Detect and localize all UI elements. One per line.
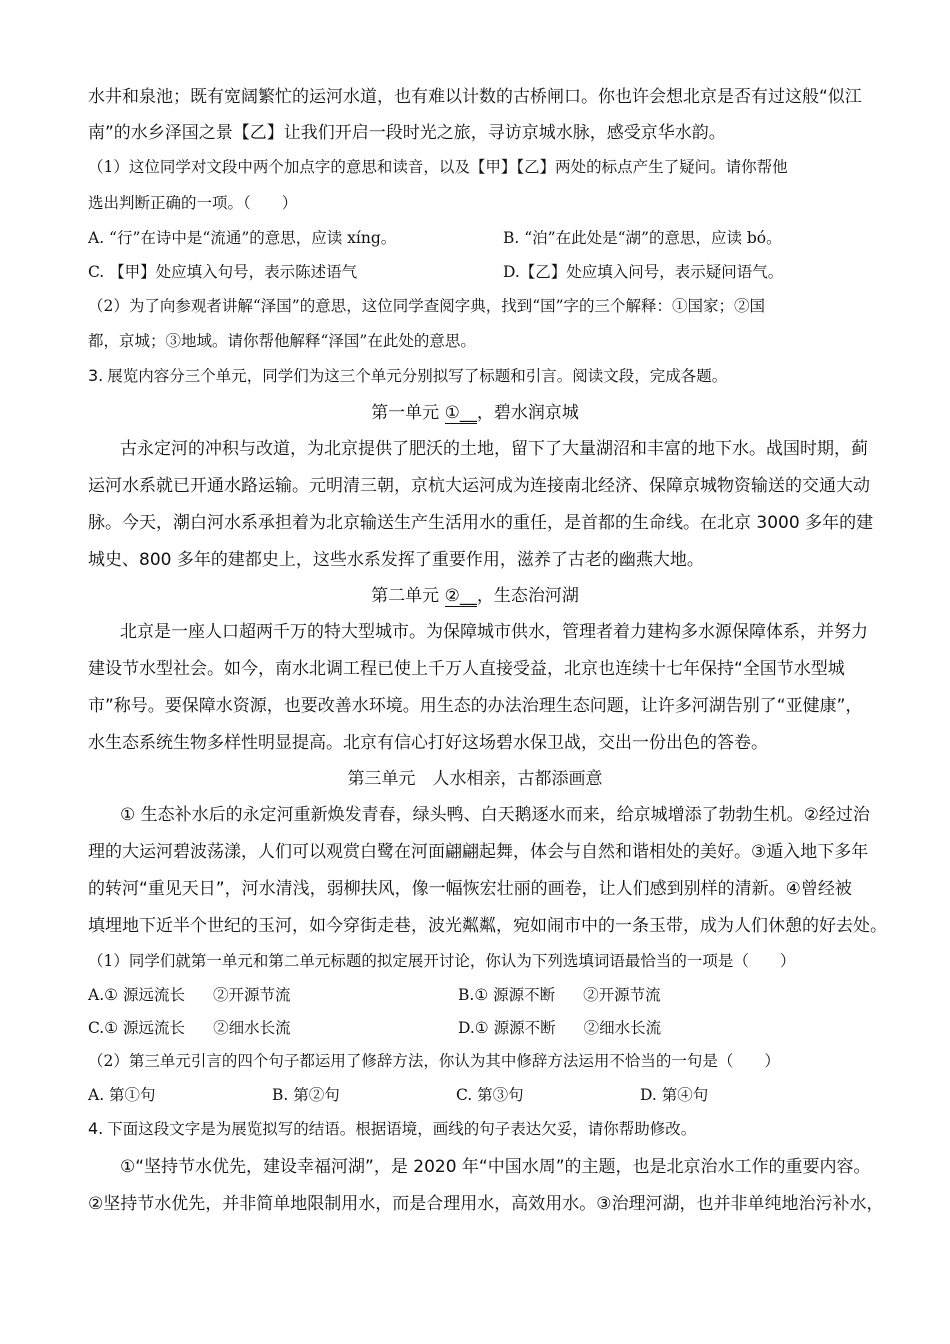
unit2-title xyxy=(0,581,950,607)
unit1-title xyxy=(0,398,950,424)
q2-part2-line-1: （2）为了向参观者讲解“泽国”的意思，这位同学查阅字典，找到“国”字的三个解释：①国家；②国 xyxy=(88,297,766,315)
unit2-title-suffix: ，生态治河湖 xyxy=(476,586,579,606)
unit2-para-line-2: 建设节水型社会。如今，南水北调工程已使上千万人直接受益，北京也连续十七年保持“全国节水型城 xyxy=(88,659,845,679)
unit1-blank: ①__ xyxy=(444,403,477,423)
unit2-para-line-4: 水生态系统生物多样性明显提高。北京有信心打好这场碧水保卫战，交出一份出色的答卷。 xyxy=(88,733,768,753)
unit3-para-line-1: ① 生态补水后的永定河重新焕发青春，绿头鸭、白天鹅逐水而来，给京城增添了勃勃生机。②经过治 xyxy=(120,805,870,825)
q3-stem xyxy=(88,364,727,386)
q3-sub1-option-c-second: ②细水长流 xyxy=(213,1019,291,1037)
q3-sub1-option-b-second: ②开源节流 xyxy=(583,986,661,1004)
unit2-blank: ②__ xyxy=(444,586,477,606)
q4-stem-text: 下面这段文字是为展览拟写的结语。根据语境，画线的句子表达欠妥，请你帮助修改。 xyxy=(107,1120,697,1138)
q3-sub1-option-d-second: ②细水长流 xyxy=(583,1019,662,1037)
q3-sub2-stem: （2）第三单元引言的四个句子都运用了修辞方法，你认为其中修辞方法运用不恰当的一句是（ ） xyxy=(88,1052,780,1070)
q3-sub1-option-a xyxy=(88,983,290,1005)
unit1-para-line-4: 城史、800 多年的建都史上，这些水系发挥了重要作用，滋养了古老的幽燕大地。 xyxy=(88,550,704,570)
q3-sub2-option-b: B. 第②句 xyxy=(272,1086,340,1104)
q2-option-c: C. 【甲】处应填入句号，表示陈述语气 xyxy=(88,263,358,281)
q3-sub1-option-b-first: B.① 源源不断 xyxy=(458,986,556,1004)
intro-line-2: 南”的水乡泽国之景【乙】让我们开启一段时光之旅，寻访京城水脉，感受京华水韵。 xyxy=(88,123,726,143)
unit1-para-line-1: 古永定河的冲积与改道，为北京提供了肥沃的土地，留下了大量湖沼和丰富的地下水。战国时期，蓟 xyxy=(120,439,868,459)
q3-sub2-option-a: A. 第①句 xyxy=(88,1086,156,1104)
unit3-title: 第三单元 人水相亲，古都添画意 xyxy=(347,769,603,789)
unit3-para-line-4: 填埋地下近半个世纪的玉河，如今穿街走巷，波光粼粼，宛如闹市中的一条玉带，成为人们休憩的好去处。 xyxy=(88,916,887,936)
unit1-para-line-3: 脉。今天，潮白河水系承担着为北京输送生产生活用水的重任，是首都的生命线。在北京 3000 多年的建 xyxy=(88,513,874,533)
intro-line-1: 水井和泉池；既有宽阔繁忙的运河水道，也有难以计数的古桥闸口。你也许会想北京是否有过这般“似江 xyxy=(88,87,862,107)
q4-para-line-1: ①“坚持节水优先，建设幸福河湖”，是 2020 年“中国水周”的主题，也是北京治水工作的重要内容。 xyxy=(120,1157,871,1177)
q2-part1-stem-line-1: （1）这位同学对文段中两个加点字的意思和读音，以及【甲】【乙】两处的标点产生了疑问。请你帮他 xyxy=(88,158,788,176)
unit2-para-line-3: 市”称号。要保障水资源，也要改善水环境。用生态的办法治理生态问题，让许多河湖告别了“亚健康”， xyxy=(88,696,863,716)
q2-part1-stem-line-2: 选出判断正确的一项。（ ） xyxy=(88,194,298,212)
q2-option-a: A. “行”在诗中是“流通”的意思，应读 xíng。 xyxy=(88,229,397,247)
q3-sub1-option-a-first: A.① 源远流长 xyxy=(88,986,185,1004)
q4-para-line-2: ②坚持节水优先，并非简单地限制用水，而是合理用水，高效用水。③治理河湖，也并非单纯地治污补水， xyxy=(88,1194,884,1214)
unit3-para-line-3: 的转河“重见天日”，河水清浅，弱柳扶风，像一幅恢宏壮丽的画卷，让人们感到别样的清新。④曾经被 xyxy=(88,879,852,899)
unit1-title-prefix: 第一单元 xyxy=(371,403,445,423)
q3-sub1-option-c xyxy=(88,1016,291,1038)
q2-option-d: D.【乙】处应填入问号，表示疑问语气。 xyxy=(503,263,784,281)
q4-stem xyxy=(88,1117,696,1139)
q3-sub1-stem: （1）同学们就第一单元和第二单元标题的拟定展开讨论，你认为下列选填词语最恰当的一项是（ ） xyxy=(88,952,796,970)
q3-sub1-option-c-first: C.① 源远流长 xyxy=(88,1019,186,1037)
q3-sub1-option-b xyxy=(458,983,661,1005)
q3-number: 3. xyxy=(88,366,104,385)
q3-sub2-option-c: C. 第③句 xyxy=(456,1086,524,1104)
q3-sub1-option-a-second: ②开源节流 xyxy=(212,986,291,1004)
q3-stem-text: 展览内容分三个单元，同学们为这三个单元分别拟写了标题和引言。阅读文段，完成各题。 xyxy=(107,367,728,385)
unit2-title-prefix: 第二单元 xyxy=(371,586,445,606)
unit1-title-suffix: ，碧水润京城 xyxy=(476,403,579,423)
q3-sub1-option-d xyxy=(458,1016,661,1038)
q4-number: 4. xyxy=(88,1119,104,1138)
unit1-para-line-2: 运河水系就已开通水路运输。元明清三朝，京杭大运河成为连接南北经济、保障京城物资输送的交通大动 xyxy=(88,476,870,496)
unit3-para-line-2: 理的大运河碧波荡漾，人们可以观赏白鹭在河面翩翩起舞，体会与自然和谐相处的美好。③遁入地下多年 xyxy=(88,842,869,862)
q3-sub2-option-d: D. 第④句 xyxy=(640,1086,709,1104)
q3-sub1-option-d-first: D.① 源源不断 xyxy=(458,1019,556,1037)
q2-part2-line-2: 都，京城；③地域。请你帮他解释“泽国”在此处的意思。 xyxy=(88,332,476,350)
unit2-para-line-1: 北京是一座人口超两千万的特大型城市。为保障城市供水，管理者着力建构多水源保障体系，并努力 xyxy=(120,622,868,642)
q2-option-b: B. “泊”在此处是“湖”的意思，应读 bó。 xyxy=(503,229,782,247)
